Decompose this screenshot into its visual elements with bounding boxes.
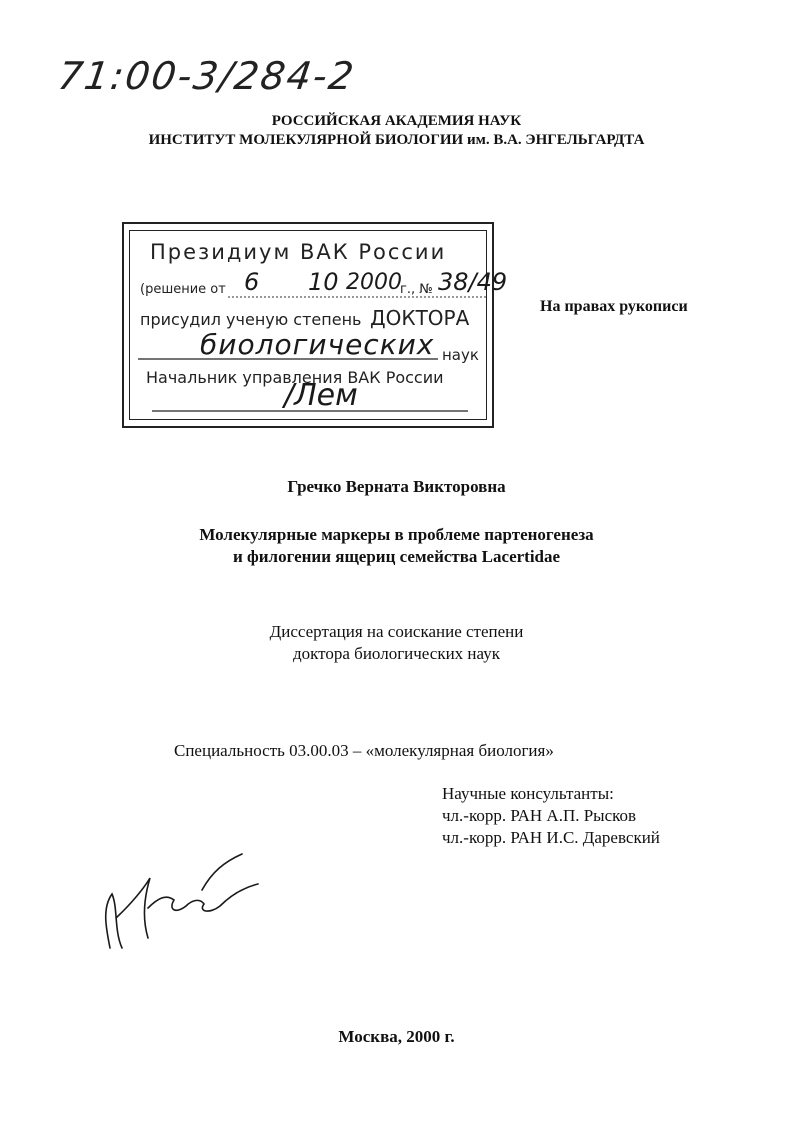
stamp-decision-underline	[228, 295, 488, 299]
stamp-degree: ДОКТОРА	[370, 306, 470, 330]
stamp-title: Президиум ВАК России	[150, 240, 447, 264]
specialty: Специальность 03.00.03 – «молекулярная биология»	[174, 741, 554, 760]
stamp-signature-underline	[152, 409, 468, 413]
academy-name: РОССИЙСКАЯ АКАДЕМИЯ НАУК	[271, 113, 522, 129]
institute-name: ИНСТИТУТ МОЛЕКУЛЯРНОЙ БИОЛОГИИ им. В.А. ЭНГЕЛЬГАРДТА	[148, 132, 645, 148]
stamp-year-suffix: г., №	[400, 282, 433, 297]
stamp-sciences-label: наук	[442, 346, 479, 364]
stamp-field-handwritten: биологических	[200, 328, 435, 361]
author-name: Гречко Верната Викторовна	[287, 477, 506, 496]
consultants-block	[442, 783, 660, 849]
stamp-head-label: Начальник управления ВАК России	[146, 368, 444, 387]
stamp-decision-day: 6	[244, 268, 260, 296]
consultant-item: чл.-корр. РАН А.П. Рысков	[442, 806, 637, 825]
consultant-item: чл.-корр. РАН И.С. Даревский	[442, 828, 660, 847]
dissertation-line2: доктора биологических наук	[293, 644, 500, 663]
stamp-decision-year: 2000	[346, 270, 402, 295]
footer-city-year: Москва, 2000 г.	[338, 1027, 455, 1046]
stamp-decision-month: 10	[308, 268, 339, 296]
stamp-decision-number: 38/49	[438, 268, 508, 296]
thesis-title-line2: и филогении ящериц семейства Lacertidae	[232, 547, 561, 566]
manuscript-label: На правах рукописи	[540, 298, 688, 315]
dissertation-line1: Диссертация на соискание степени	[269, 622, 524, 641]
vak-stamp	[122, 222, 508, 428]
consultants-heading: Научные консультанты:	[442, 784, 614, 803]
archive-code: 71:00-3/284-2	[55, 54, 359, 98]
author-signature	[92, 848, 262, 958]
stamp-signature: /Лем	[284, 378, 358, 413]
thesis-title-line1: Молекулярные маркеры в проблеме партеногенеза	[199, 525, 594, 544]
stamp-awarded-label: присудил ученую степень	[140, 310, 362, 329]
stamp-field-underline	[138, 357, 438, 361]
stamp-decision-prefix: (решение от	[140, 282, 226, 297]
